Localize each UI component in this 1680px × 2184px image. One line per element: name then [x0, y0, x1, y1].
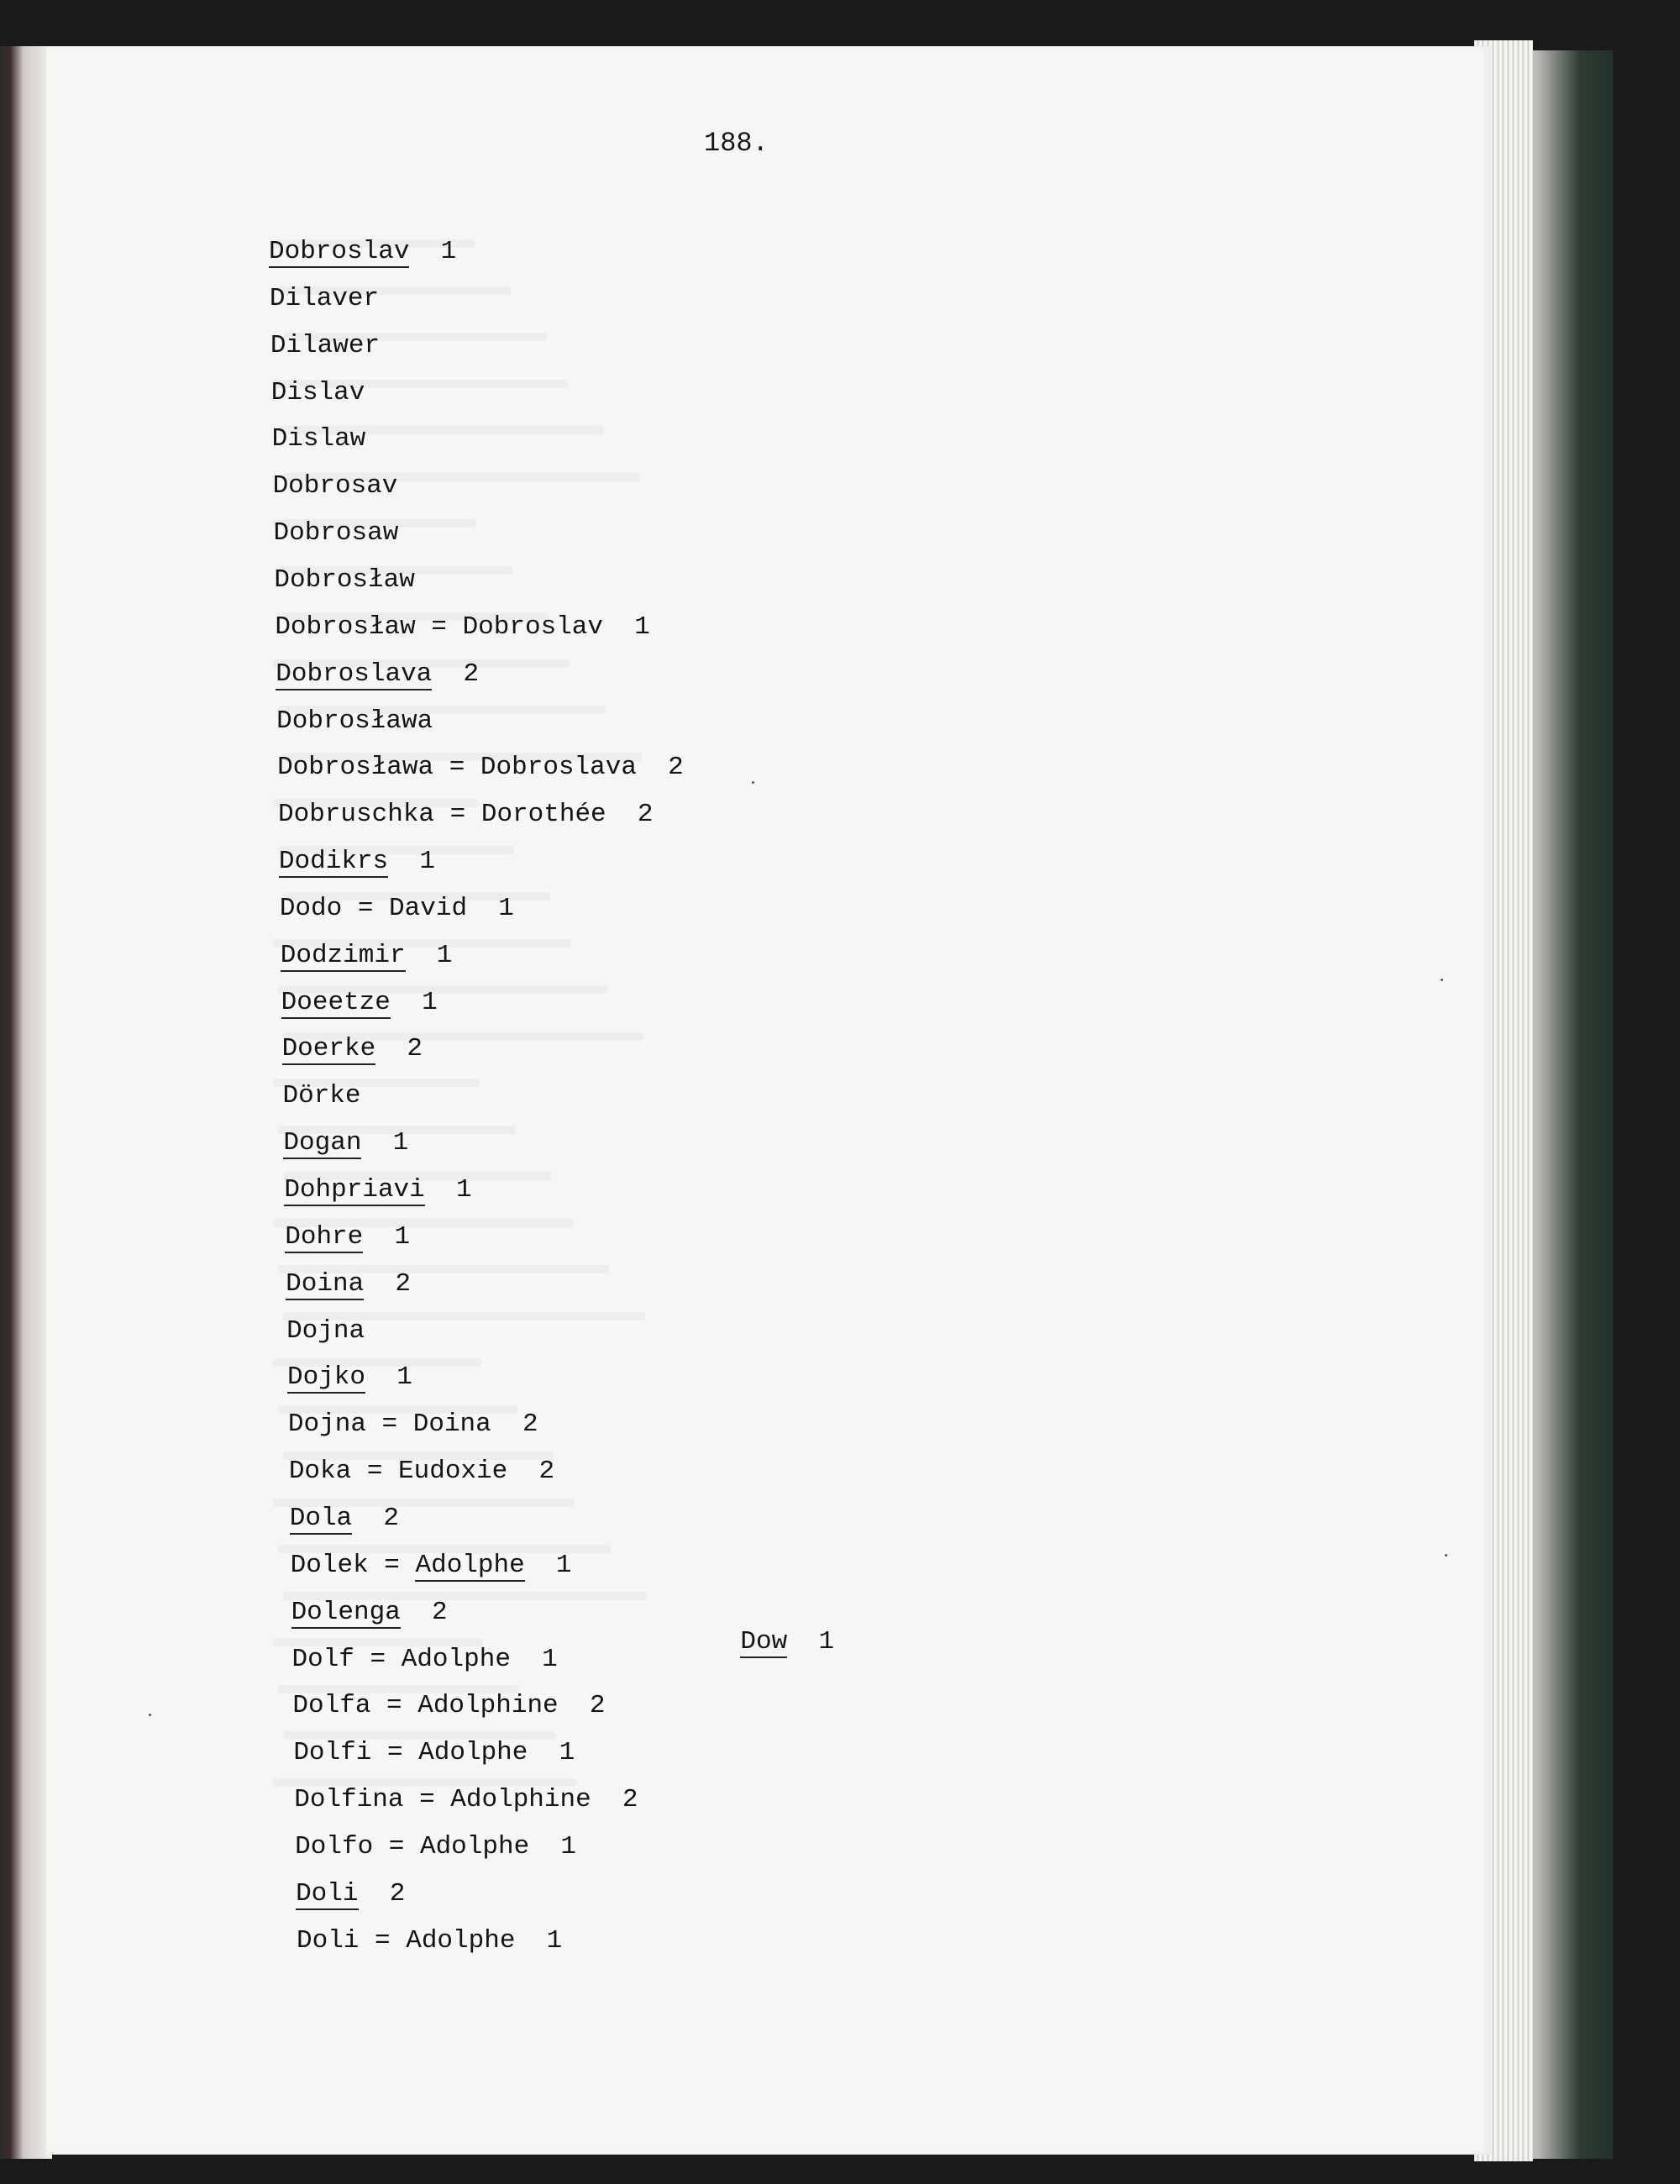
- entry-head: Dohre: [285, 1221, 364, 1252]
- entry-head: Doli = Adolphe 1: [297, 1925, 563, 1956]
- speck: [1445, 1554, 1447, 1557]
- list-item: [279, 845, 435, 879]
- list-item: [291, 1549, 572, 1583]
- list-item: [278, 798, 653, 832]
- entry-head: Dogan: [283, 1128, 362, 1158]
- entry-head: Dolfina = Adolphine 2: [294, 1785, 638, 1815]
- list-item: [294, 1783, 638, 1817]
- entry-count: 2: [400, 1597, 448, 1627]
- list-item: [276, 658, 479, 691]
- entry-head: Dilaver: [269, 283, 380, 313]
- entry-head: Doerke: [281, 1034, 376, 1064]
- list-item: [270, 282, 379, 316]
- list-item: [277, 751, 684, 785]
- entry-head: Dobrosław: [274, 564, 415, 595]
- list-item: [286, 1315, 365, 1348]
- entry-head: Dolfo = Adolphe 1: [295, 1831, 577, 1861]
- entry-head: Dobrosław = Dobroslav 1: [275, 612, 650, 642]
- entry-head: Dobrosława: [276, 706, 433, 736]
- speck: [149, 1714, 151, 1716]
- entry-head: Dobruschka = Dorothée 2: [278, 800, 654, 830]
- entry-head: Dodikrs: [278, 847, 389, 877]
- list-item: [276, 705, 433, 738]
- entry-head: Dolf = Adolphe 1: [291, 1644, 558, 1674]
- entry-head: Dislaw: [271, 424, 366, 454]
- side-entry: [678, 1592, 834, 1693]
- list-item: [295, 1830, 576, 1864]
- list-item: [287, 1361, 412, 1394]
- entry-head: Dilawer: [270, 330, 381, 360]
- list-item: [288, 1408, 538, 1441]
- entry-head: Dola: [289, 1503, 353, 1533]
- list-item: [284, 1173, 471, 1207]
- document-page: [46, 46, 1491, 2155]
- entry-count: 1: [361, 1128, 409, 1158]
- list-item: [293, 1736, 575, 1770]
- list-item: [273, 470, 398, 503]
- list-item: [282, 1032, 423, 1066]
- list-item: [274, 517, 399, 550]
- entry-head: Dojko: [287, 1362, 366, 1393]
- entry-head: Dolek =: [290, 1550, 416, 1580]
- list-item: [290, 1502, 399, 1536]
- entry-count: 2: [364, 1268, 411, 1299]
- entry-count: 1: [365, 1362, 412, 1393]
- list-item: [274, 564, 414, 597]
- entry-count: 1: [388, 847, 435, 877]
- entry-count: 1: [390, 987, 438, 1017]
- list-item: [275, 611, 649, 644]
- list-item: [285, 1221, 410, 1254]
- entry-head: Dodzimir: [280, 940, 406, 970]
- list-item: [281, 939, 453, 973]
- entry-count: 1: [363, 1221, 411, 1252]
- list-item: [289, 1455, 554, 1488]
- entry-count: 1: [524, 1550, 572, 1580]
- left-page-edge: [0, 46, 52, 2159]
- list-item: [292, 1643, 558, 1677]
- entry-head: Dobrosav: [272, 471, 398, 501]
- speck: [1441, 979, 1443, 981]
- list-item: [291, 1596, 448, 1630]
- list-item: [296, 1877, 405, 1911]
- list-item: [280, 892, 514, 926]
- list-item: [271, 376, 365, 410]
- list-item: [283, 1079, 361, 1113]
- entry-head: Doka = Eudoxie 2: [288, 1457, 555, 1487]
- entry-head: Dobroslav: [269, 237, 410, 266]
- side-entry-count: 1: [787, 1627, 835, 1656]
- entry-head: Dislav: [270, 377, 365, 407]
- entry-head: Dohpriavi: [284, 1175, 425, 1205]
- entry-head: Dolfa = Adolphine 2: [292, 1691, 606, 1721]
- entry-head: Dojna = Doina 2: [287, 1410, 538, 1440]
- entry-head: Dörke: [282, 1081, 361, 1111]
- entry-count: 2: [358, 1878, 406, 1908]
- entry-head: Doeetze: [281, 987, 391, 1017]
- entry-head: Dolenga: [291, 1597, 401, 1627]
- entry-count: 1: [405, 940, 453, 970]
- entry-head: Dobroslava: [276, 659, 433, 689]
- side-entry-head: Dow: [740, 1627, 788, 1656]
- list-item: [281, 986, 438, 1020]
- entry-head: Dobrosława = Dobroslava 2: [277, 753, 684, 783]
- entry-head: Dodo = David 1: [279, 893, 514, 923]
- list-item: [272, 423, 366, 456]
- entry-reference: Adolphe: [415, 1550, 525, 1580]
- entry-count: 1: [424, 1175, 472, 1205]
- entry-head: Dolfi = Adolphe 1: [293, 1738, 575, 1768]
- entry-head: Dojna: [286, 1315, 365, 1346]
- list-item: [292, 1689, 605, 1723]
- list-item: [270, 329, 380, 363]
- entry-count: 2: [432, 659, 480, 689]
- list-item: [286, 1268, 411, 1301]
- entry-head: Dobrosaw: [273, 518, 399, 549]
- list-item: [283, 1126, 408, 1160]
- list-item: [297, 1924, 562, 1958]
- entry-head: Doli: [296, 1878, 359, 1908]
- entry-count: 1: [409, 237, 457, 266]
- page-number: 188.: [704, 128, 769, 159]
- entry-count: 2: [352, 1503, 399, 1533]
- list-item: [269, 235, 456, 269]
- entry-head: Doina: [286, 1268, 365, 1299]
- speck: [752, 781, 754, 784]
- entry-count: 2: [375, 1034, 423, 1064]
- bleed-through-text: [46, 46, 1491, 2155]
